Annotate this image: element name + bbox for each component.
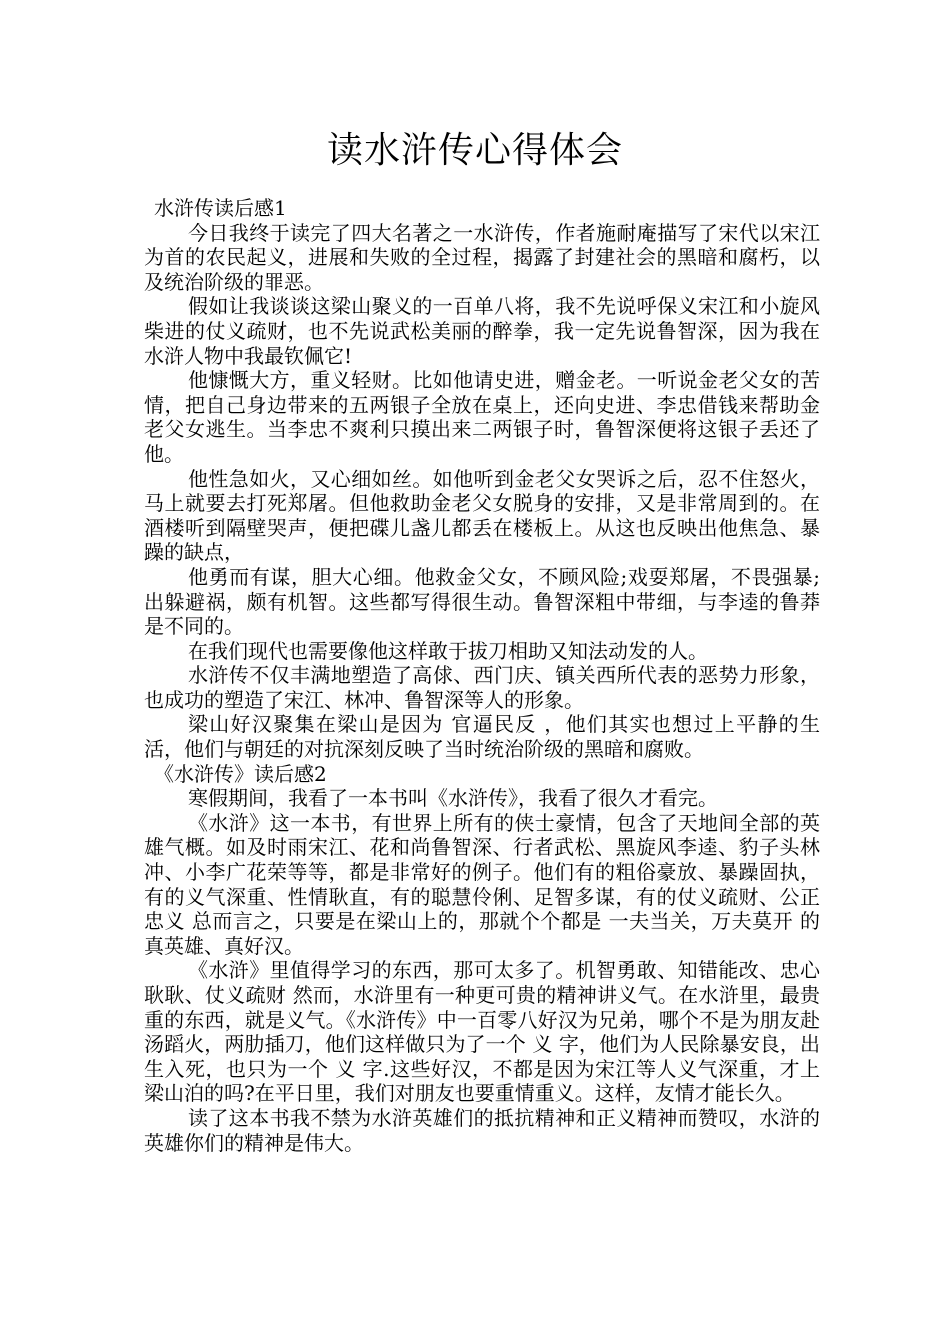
paragraph: 水浒传不仅丰满地塑造了高俅、西门庆、镇关西所代表的恶势力形象，也成功的塑造了宋江、林冲、鲁智深等人的形象。 bbox=[144, 663, 820, 712]
paragraph: 梁山好汉聚集在梁山是因为 官逼民反 ，他们其实也想过上平静的生活，他们与朝廷的对抗深刻反映了当时统治阶级的黑暗和腐败。 bbox=[144, 712, 820, 762]
page-title: 读水浒传心得体会 bbox=[326, 130, 623, 171]
paragraph: 今日我终于读完了四大名著之一水浒传，作者施耐庵描写了宋代以宋江为首的农民起义，进展和失败的全过程，揭露了封建社会的黑暗和腐朽，以及统治阶级的罪恶。 bbox=[144, 220, 820, 294]
paragraph: 寒假期间，我看了一本书叫《水浒传》，我看了很久才看完。 bbox=[188, 786, 718, 811]
paragraph: 他勇而有谋，胆大心细。他救金父女，不顾风险;戏耍郑屠，不畏强暴;出躲避祸，颇有机智。这些都写得很生动。鲁智深粗中带细，与李逵的鲁莽是不同的。 bbox=[144, 564, 820, 639]
paragraph: 他性急如火，又心细如丝。如他听到金老父女哭诉之后，忍不住怒火，马上就要去打死郑屠。但他救助金老父女脱身的安排，又是非常周到的。在酒楼听到隔壁哭声，便把碟儿盏儿都丢在楼板上。从这也反映出他焦急、暴躁的缺点， bbox=[144, 466, 820, 565]
paragraph: 他慷慨大方，重义轻财。比如他请史进，赠金老。一听说金老父女的苦情，把自己身边带来的五两银子全放在桌上，还向史进、李忠借钱来帮助金老父女逃生。当李忠不爽利只摸出来二两银子时，鲁智深便将这银子丢还了他。 bbox=[144, 368, 820, 466]
paragraph: 《水浒》里值得学习的东西，那可太多了。机智勇敢、知错能改、忠心耿耿、仗义疏财 然而，水浒里有一种更可贵的精神讲义气。在水浒里，最贵重的东西，就是义气。《水浒传》中一百零八好汉为兄弟，哪个不是为朋友赴汤蹈火，两肋插刀，他们这样做只为了一个 义 字，他们为人民除暴安良，出生入死，也只为一个 义 字.这些好汉，不都是因为宋江等人义气深重，才上梁山泊的吗?在平日里，我们对朋友也要重情重义。这样，友情才能长久。 bbox=[144, 958, 820, 1106]
paragraph: 假如让我谈谈这梁山聚义的一百单八将，我不先说呼保义宋江和小旋风柴进的仗义疏财，也不先说武松美丽的醉拳，我一定先说鲁智深，因为我在水浒人物中我最钦佩它! bbox=[144, 294, 820, 368]
paragraph: 《水浒》这一本书，有世界上所有的侠士豪情，包含了天地间全部的英雄气概。如及时雨宋江、花和尚鲁智深、行者武松、黑旋风李逵、豹子头林冲、小李广花荣等等，都是非常好的例子。他们有的粗俗豪放、暴躁固执，有的义气深重、性情耿直，有的聪慧伶俐、足智多谋，有的仗义疏财、公正忠义 总而言之，只要是在梁山上的，那就个个都是 一夫当关，万夫莫开 的真英雄、真好汉。 bbox=[144, 810, 820, 958]
section-heading-2: 《水浒传》读后感2 bbox=[154, 761, 327, 786]
paragraph: 读了这本书我不禁为水浒英雄们的抵抗精神和正义精神而赞叹，水浒的英雄你们的精神是伟大。 bbox=[144, 1105, 820, 1155]
section-heading-1: 水浒传读后感1 bbox=[154, 196, 287, 220]
paragraph: 在我们现代也需要像他这样敢于拔刀相助又知法动发的人。 bbox=[188, 638, 708, 663]
document-body bbox=[144, 196, 820, 1155]
